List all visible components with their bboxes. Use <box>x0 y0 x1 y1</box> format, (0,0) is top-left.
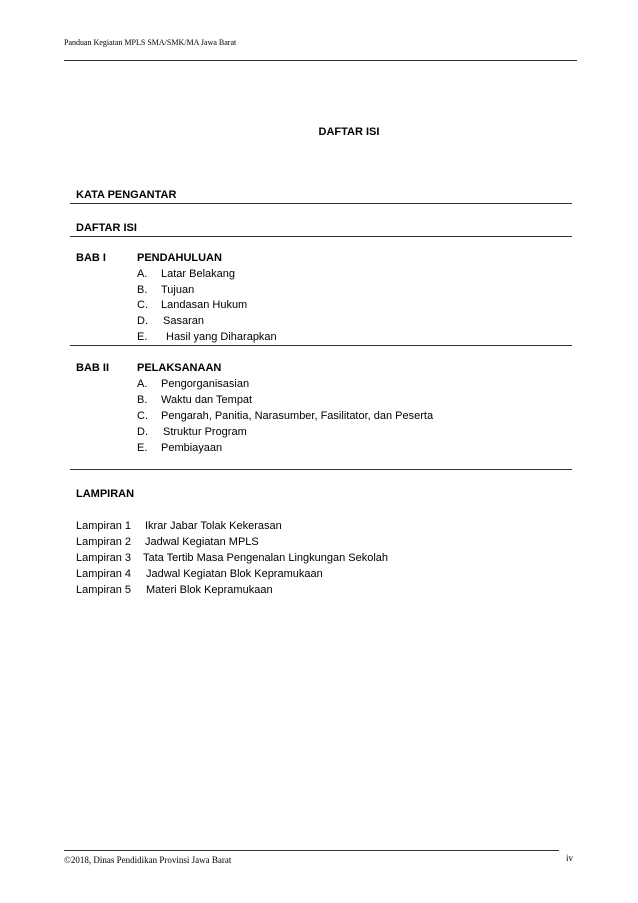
lampiran-title[interactable]: LAMPIRAN <box>76 488 135 500</box>
bab2-item-letter: B. <box>137 394 148 406</box>
bab2-item-struktur-program[interactable]: Struktur Program <box>163 426 247 438</box>
bab1-item-letter: E. <box>137 331 148 343</box>
header-rule <box>64 60 577 61</box>
section-rule <box>70 469 572 470</box>
bab1-item-letter: A. <box>137 268 148 280</box>
lampiran-item-2[interactable]: Jadwal Kegiatan MPLS <box>145 536 259 548</box>
bab2-item-letter: E. <box>137 442 148 454</box>
bab1-item-tujuan[interactable]: Tujuan <box>161 284 195 296</box>
bab2-item-pembiayaan[interactable]: Pembiayaan <box>161 442 223 454</box>
bab1-item-letter: D. <box>137 315 148 327</box>
bab2-item-waktu-tempat[interactable]: Waktu dan Tempat <box>161 394 253 406</box>
lampiran-label: Lampiran 2 <box>76 536 132 548</box>
footer-copyright: ©2018, Dinas Pendidikan Provinsi Jawa Barat <box>64 855 232 865</box>
bab1-item-latar-belakang[interactable]: Latar Belakang <box>161 268 235 280</box>
section-rule <box>70 203 572 204</box>
lampiran-label: Lampiran 1 <box>76 520 132 532</box>
toc-kata-pengantar[interactable]: KATA PENGANTAR <box>76 189 177 201</box>
page-number: iv <box>566 853 574 863</box>
bab2-item-letter: A. <box>137 378 148 390</box>
bab2-label: BAB II <box>76 362 109 374</box>
page-title: DAFTAR ISI <box>318 126 380 138</box>
toc-daftar-isi[interactable]: DAFTAR ISI <box>76 222 137 234</box>
bab2-item-letter: C. <box>137 410 148 422</box>
lampiran-item-1[interactable]: Ikrar Jabar Tolak Kekerasan <box>145 520 282 532</box>
bab1-label: BAB I <box>76 252 106 264</box>
section-rule <box>70 345 572 346</box>
bab2-item-pengorganisasian[interactable]: Pengorganisasian <box>161 378 250 390</box>
lampiran-item-3[interactable]: Tata Tertib Masa Pengenalan Lingkungan Sekolah <box>143 552 389 564</box>
bab1-item-landasan-hukum[interactable]: Landasan Hukum <box>161 299 248 311</box>
bab1-item-hasil[interactable]: Hasil yang Diharapkan <box>166 331 277 343</box>
footer-rule <box>64 850 559 851</box>
lampiran-label: Lampiran 4 <box>76 568 132 580</box>
bab1-item-letter: B. <box>137 284 148 296</box>
bab1-item-letter: C. <box>137 299 148 311</box>
lampiran-item-4[interactable]: Jadwal Kegiatan Blok Kepramukaan <box>146 568 323 580</box>
bab1-item-sasaran[interactable]: Sasaran <box>163 315 204 327</box>
bab1-title[interactable]: PENDAHULUAN <box>137 252 222 264</box>
bab2-item-letter: D. <box>137 426 148 438</box>
lampiran-item-5[interactable]: Materi Blok Kepramukaan <box>146 584 273 596</box>
section-rule <box>70 236 572 237</box>
running-header: Panduan Kegiatan MPLS SMA/SMK/MA Jawa Barat <box>64 38 237 47</box>
bab2-item-pengarah[interactable]: Pengarah, Panitia, Narasumber, Fasilitator, dan Peserta <box>161 410 434 422</box>
lampiran-label: Lampiran 5 <box>76 584 132 596</box>
lampiran-label: Lampiran 3 <box>76 552 132 564</box>
bab2-title[interactable]: PELAKSANAAN <box>137 362 222 374</box>
